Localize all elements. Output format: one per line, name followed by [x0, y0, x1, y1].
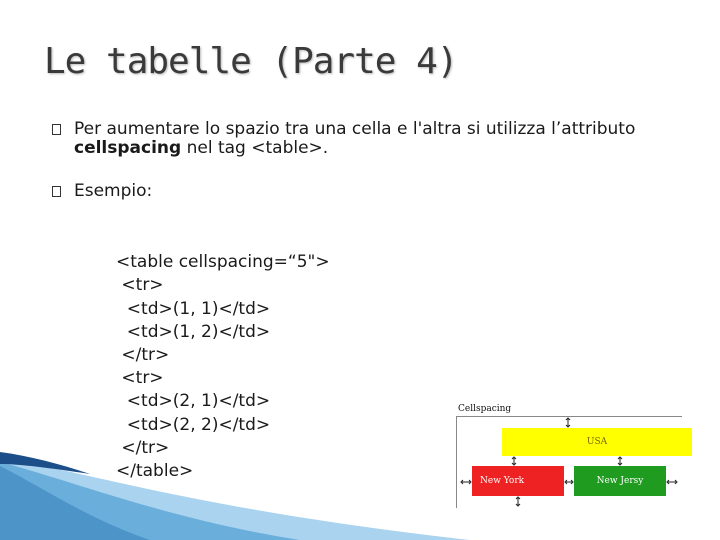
cell-new-jersy: New Jersy — [574, 466, 666, 496]
slide-title: Le tabelle (Parte 4) — [44, 41, 458, 82]
cellspacing-keyword: cellspacing — [74, 138, 182, 158]
bullet-marker-2 — [52, 186, 61, 197]
code-line: <td>(1, 1)</td> — [116, 298, 271, 319]
code-example — [116, 228, 330, 506]
code-line: <table cellspacing=“5"> — [116, 252, 330, 273]
cell-new-york: New York — [472, 466, 564, 496]
code-line: </tr> — [116, 345, 170, 366]
spacing-arrows — [456, 402, 682, 508]
code-line: </table> — [116, 461, 194, 482]
code-line: <tr> — [116, 275, 164, 296]
bullet-text-1-after: nel tag <table>. — [181, 138, 329, 158]
bullet-text-2: Esempio: — [74, 181, 153, 201]
cellspacing-figure — [456, 402, 682, 508]
bullet-text-1-before: Per aumentare lo spazio tra una cella e l'altra si utilizza l’attributo — [74, 119, 636, 139]
bullet-text-1 — [74, 120, 694, 158]
code-line: <td>(1, 2)</td> — [116, 321, 271, 342]
bullet-marker-1 — [52, 124, 61, 135]
figure-caption: Cellspacing — [458, 404, 512, 414]
cell-usa: USA — [502, 428, 692, 456]
code-line: <tr> — [116, 368, 164, 389]
code-line: <td>(2, 2)</td> — [116, 414, 271, 435]
code-line: </tr> — [116, 437, 170, 458]
code-line: <td>(2, 1)</td> — [116, 391, 271, 412]
